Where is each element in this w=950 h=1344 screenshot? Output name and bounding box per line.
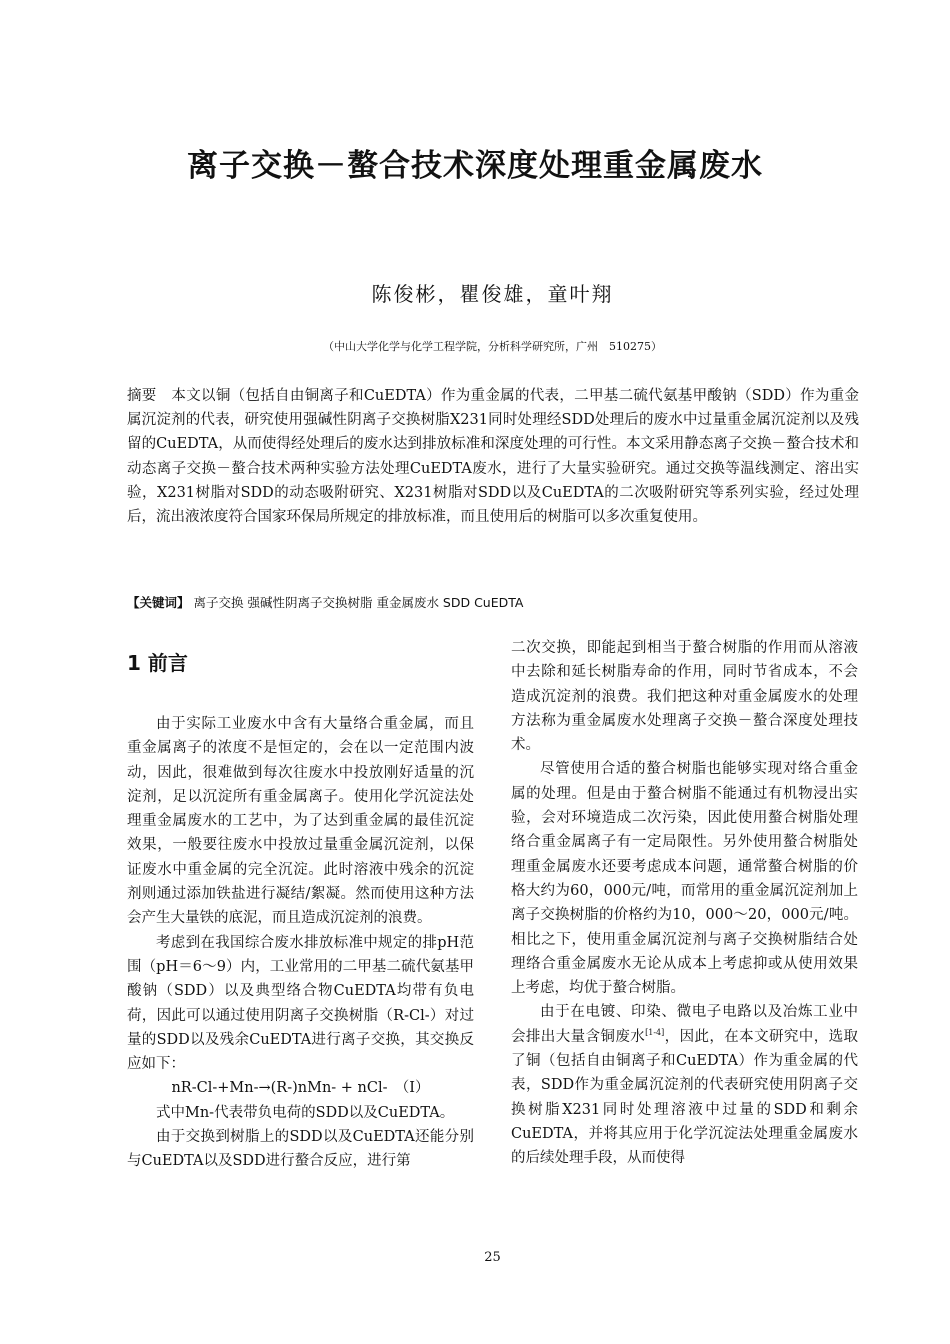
keywords-text: 离子交换 强碱性阴离子交换树脂 重金属废水 SDD CuEDTA (193, 595, 524, 610)
page-number: 25 (484, 1250, 501, 1265)
paragraph: 由于实际工业废水中含有大量络合重金属，而且重金属离子的浓度不是恒定的，会在以一定范围内波动，因此，很难做到每次往废水中投放刚好适量的沉淀剂，足以沉淀所有重金属离子。使用化学沉淀法处理重金属废水的工艺中，为了达到重金属的最佳沉淀效果，一般要往废水中投放过量重金属沉淀剂，以保证废水中重金属的完全沉淀。此时溶液中残余的沉淀剂则通过添加铁盐进行凝结/絮凝。然而使用这种方法会产生大量铁的底泥，而且造成沉淀剂的浪费。 (127, 716, 474, 927)
abstract: 摘要 本文以铜（包括自由铜离子和CuEDTA）作为重金属的代表，二甲基二硫代氨基甲酸钠（SDD）作为重金属沉淀剂的代表，研究使用强碱性阴离子交换树脂X231同时处理经SDD处理后的废水中过量重金属沉淀剂以及残留的CuEDTA，从而使得经处理后的废水达到排放标准和深度处理的可行性。本文采用静态离子交换－螯合技术和动态离子交换－螯合技术两种实验方法处理CuEDTA废水，进行了大量实验研究。通过交换等温线测定、溶出实验，X231树脂对SDD的动态吸附研究、X231树脂对SDD以及CuEDTA的二次吸附研究等系列实验，经过处理后，流出液浓度符合国家环保局所规定的排放标准，而且使用后的树脂可以多次重复使用。 (127, 388, 859, 526)
keywords-label: 【关键词】 (127, 595, 190, 610)
paragraph-text: ，因此，在本文研究中，选取了铜（包括自由铜离子和CuEDTA）作为重金属的代表，SDD作为重金属沉淀剂的代表研究使用阴离子交换树脂X231同时处理溶液中过量的SDD和剩余CuEDTA，并将其应用于化学沉淀法处理重金属废水的后续处理手段，从而使得 (511, 1028, 859, 1167)
paragraph: 尽管使用合适的螯合树脂也能够实现对络合重金属的处理。但是由于螯合树脂不能通过有机物浸出实验，会对环境造成二次污染，因此使用螯合树脂处理络合重金属离子有一定局限性。另外使用螯合树脂处理重金属废水还要考虑成本问题，通常螯合树脂的价格大约为60，000元/吨，而常用的重金属沉淀剂加上离子交换树脂的价格约为10，000～20，000元/吨。相比之下，使用重金属沉淀剂与离子交换树脂结合处理络合重金属废水无论从成本上考虑抑或从使用效果上考虑，均优于螯合树脂。 (511, 761, 858, 997)
equation: nR-Cl-+Mn-→(R-)nMn- + nCl- （Ⅰ） (171, 1080, 430, 1097)
paragraph: 考虑到在我国综合废水排放标准中规定的排pH范围（pH＝6～9）内，工业常用的二甲基二硫代氨基甲酸钠（SDD）以及典型络合物CuEDTA均带有负电荷，因此可以通过使用阴离子交换树脂（R-Cl-）对过量的SDD以及残余CuEDTA进行离子交换，其交换反应如下： (127, 934, 474, 1073)
paper-title: 离子交换－螯合技术深度处理重金属废水 (187, 148, 763, 184)
right-column (511, 636, 858, 1171)
section-heading: 1 前言 (127, 651, 188, 675)
keywords (127, 593, 859, 611)
paragraph (511, 1000, 858, 1170)
paragraph: 二次交换，即能起到相当于螯合树脂的作用而从溶液中去除和延长树脂寿命的作用，同时节省成本，不会造成沉淀剂的浪费。我们把这种对重金属废水的处理方法称为重金属废水处理离子交换－螯合深度处理技术。 (511, 640, 858, 754)
affiliation: （中山大学化学与化学工程学院，分析科学研究所，广州 510275） (323, 340, 662, 353)
paragraph: 式中Mn-代表带负电荷的SDD以及CuEDTA。 (156, 1104, 455, 1121)
left-column (127, 650, 474, 1174)
authors: 陈俊彬，瞿俊雄，童叶翔 (371, 282, 614, 306)
paragraph: 由于交换到树脂上的SDD以及CuEDTA还能分别与CuEDTA以及SDD进行螯合反应，进行第 (127, 1129, 474, 1170)
paragraph-text: 由于在电镀、印染、微电子电路以及冶炼工业中会排出大量含铜废水 (511, 1004, 858, 1045)
citation[interactable]: [1-4] (645, 1027, 665, 1037)
